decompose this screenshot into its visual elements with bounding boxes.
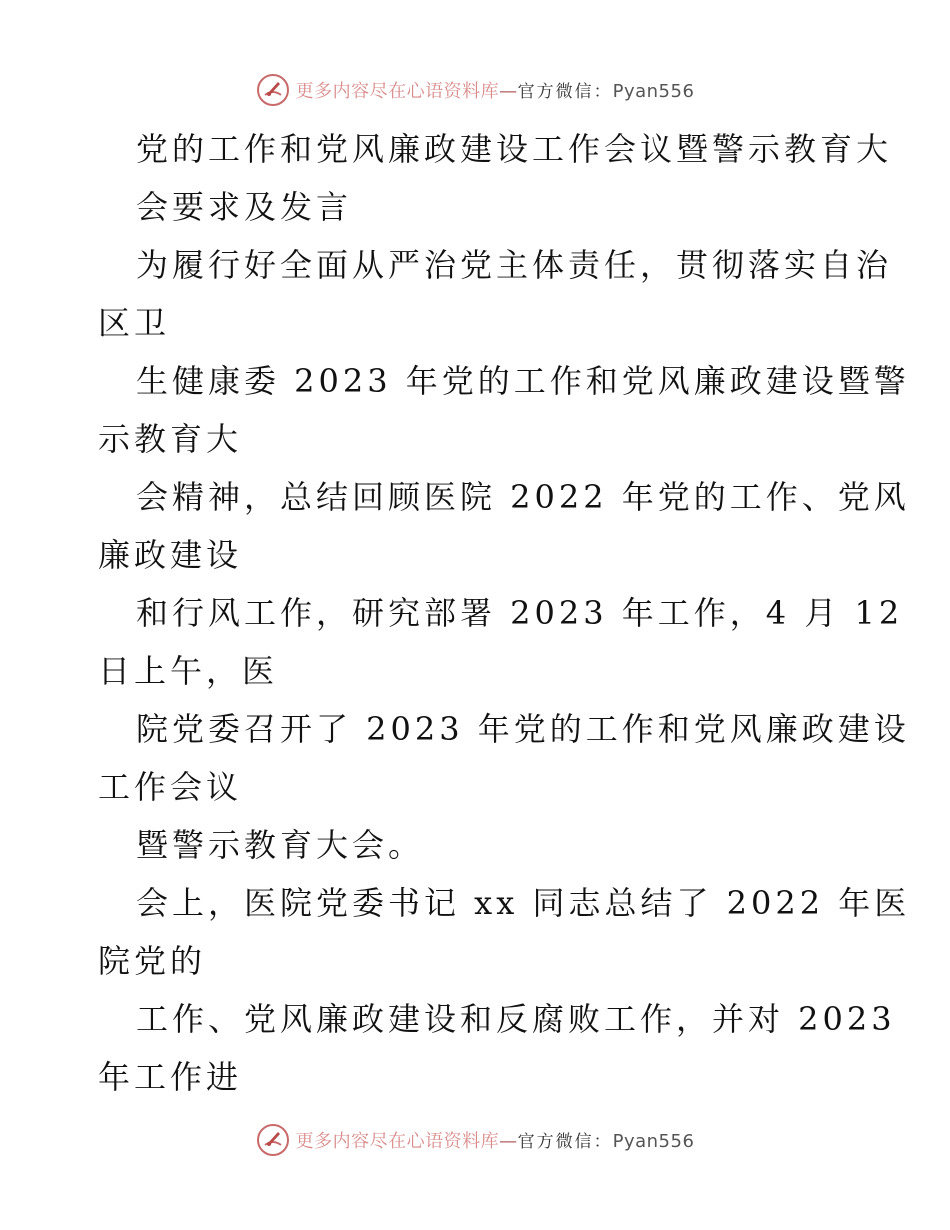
document-line: 工作会议 bbox=[98, 768, 243, 806]
watermark-separator: — bbox=[499, 1131, 518, 1152]
watermark-account: Pyan556 bbox=[612, 1131, 695, 1152]
watermark-text bbox=[296, 77, 695, 103]
document-line: 会精神，总结回顾医院 2022 年党的工作、党风 bbox=[136, 478, 910, 516]
document-line: 生健康委 2023 年党的工作和党风廉政建设暨警 bbox=[136, 362, 910, 400]
footer-watermark bbox=[0, 1120, 950, 1160]
header-watermark bbox=[0, 70, 950, 110]
document-line: 院党委召开了 2023 年党的工作和党风廉政建设 bbox=[136, 710, 910, 748]
document-line: 区卫 bbox=[98, 304, 171, 342]
document-line: 廉政建设 bbox=[98, 536, 243, 574]
watermark-label: 官方微信： bbox=[517, 82, 613, 102]
document-line: 年工作进 bbox=[98, 1058, 243, 1096]
watermark-label: 官方微信： bbox=[517, 1132, 613, 1152]
document-line: 院党的 bbox=[98, 942, 207, 980]
document-line: 日上午，医 bbox=[98, 652, 279, 690]
document-line: 为履行好全面从严治党主体责任，贯彻落实自治 bbox=[136, 246, 893, 284]
document-line: 会上，医院党委书记 xx 同志总结了 2022 年医 bbox=[136, 884, 911, 922]
document-line: 工作、党风廉政建设和反腐败工作，并对 2023 bbox=[136, 1000, 896, 1038]
watermark-text bbox=[296, 1127, 695, 1153]
document-line: 党的工作和党风廉政建设工作会议暨警示教育大 bbox=[136, 130, 893, 168]
document-line: 暨警示教育大会。 bbox=[136, 826, 425, 864]
book-quill-icon bbox=[256, 73, 290, 107]
document-line: 会要求及发言 bbox=[136, 188, 353, 226]
watermark-separator: — bbox=[499, 81, 518, 102]
document-line: 和行风工作，研究部署 2023 年工作，4 月 12 bbox=[136, 594, 904, 632]
watermark-brand: 更多内容尽在心语资料库 bbox=[295, 1131, 500, 1152]
document-line: 示教育大 bbox=[98, 420, 243, 458]
watermark-account: Pyan556 bbox=[612, 81, 695, 102]
book-quill-icon bbox=[256, 1123, 290, 1157]
watermark-brand: 更多内容尽在心语资料库 bbox=[295, 81, 500, 102]
